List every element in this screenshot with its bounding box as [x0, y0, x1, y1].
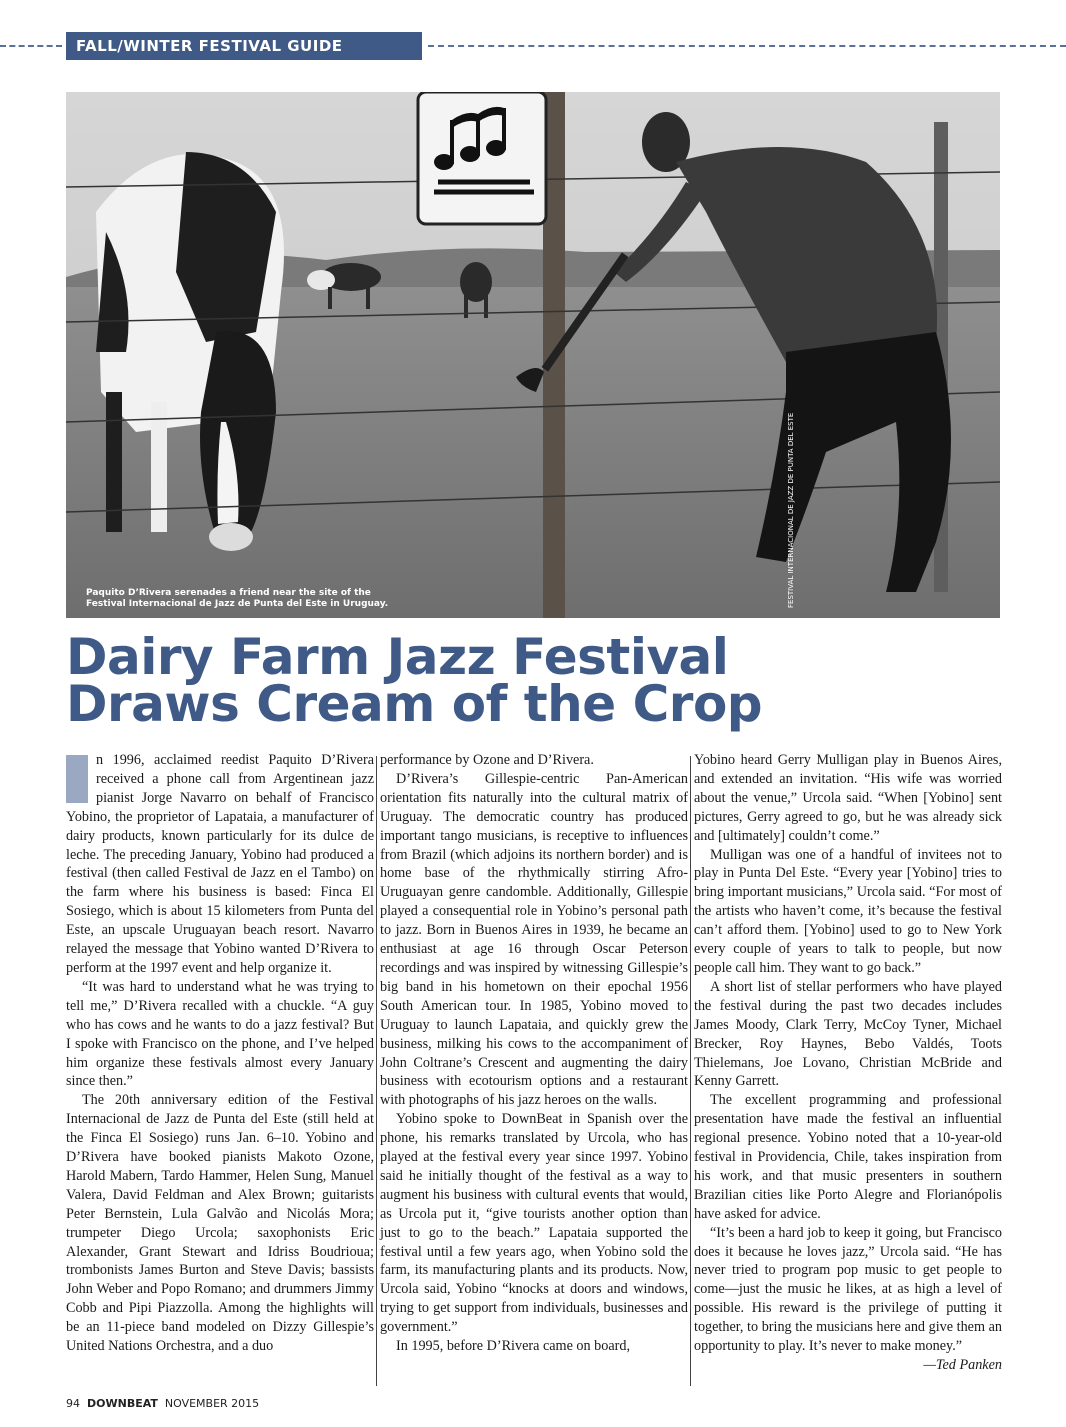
headline [66, 628, 1006, 733]
article-column-3 [694, 751, 1002, 1375]
issue-date: NOVEMBER 2015 [164, 1397, 260, 1410]
author-signature: —Ted Panken [923, 1357, 1002, 1373]
headline-line-2: Draws Cream of the Crop [66, 675, 763, 733]
magazine-name: DOWNBEAT [87, 1397, 158, 1410]
paragraph: In 1995, before D’Rivera came on board, [396, 1338, 631, 1355]
section-tag: FALL/WINTER FESTIVAL GUIDE 2015–’16 [66, 32, 422, 60]
paragraph [66, 751, 374, 978]
photo-credit: FESTIVAL INTERNACIONAL DE JAZZ DE PUNTA DEL ESTE [787, 412, 795, 608]
page-number: 94 [66, 1397, 80, 1410]
caption-line-1: Paquito D’Rivera serenades a friend near the site of the [86, 588, 371, 598]
paragraph-text: “It’s been a hard job to keep it going, but Francisco does it because he loves jazz,” Urcola said. “He has never tried to program pop music to get people to come—just the music he likes, at as high a level of possible. His reward is the privilege of putting it together, to bring the musicians here and give them an opportunity to play. It’s never to make money.” [694, 1224, 1002, 1355]
column-rule-2 [690, 756, 691, 1386]
feature-photo [66, 92, 1000, 618]
paragraph: D’Rivera’s Gillespie-centric Pan-American orientation fits naturally into the cultural matrix of Uruguay. The democratic country has produced important tango musicians, is receptive to influences from Brazil (which adjoins its northern border) and is home base of the rhythmically stirring Afro-Uruguayan genre candomble. Additionally, Gillespie played a consequential role in Yobino’s personal path to jazz. Born in Buenos Aires in 1939, he became an enthusiast at age 16 through Oscar Peterson recordings and was inspired by witnessing Gillespie’s big band in his hometown on their epochal 1956 South American tour. In 1985, Yobino moved to Uruguay to launch Lapataia, and quickly grew the business, milking his cows to the accompaniment of John Coltrane’s Crescent and augmenting the dairy business with ecotourism options and a restaurant with photographs of his jazz heroes on the walls. [380, 770, 688, 1109]
article-column-2 [380, 751, 688, 1356]
paragraph: A short list of stellar performers who have played the festival during the past two decades includes James Moody, Clark Terry, McCoy Tyner, Michael Brecker, Roy Haynes, Bebo Valdés, Toots Thielemans, Joe Lovano, Christian McBride and Kenny Garrett. [694, 978, 1002, 1090]
caption-line-2: Festival Internacional de Jazz de Punta del Este in Uruguay. [86, 599, 389, 609]
music-note-sign [418, 92, 546, 224]
paragraph: Yobino heard Gerry Mulligan play in Buenos Aires, and extended an invitation. “His wife was worried about the venue,” Urcola said. “When [Yobino] sent pictures, Gerry agreed to go, but he was already sick and [ultimately] couldn’t come.” [694, 752, 1002, 844]
paragraph [694, 1224, 1002, 1373]
paragraph: performance by Ozone and D’Rivera. [380, 752, 594, 768]
paragraph-text: n 1996, acclaimed reedist Paquito D’Rivera received a phone call from Argentinean jazz pianist Jorge Navarro on behalf of Francisco Yobino, the proprietor of Lapataia, a manufacturer of dairy products, known particularly for its dulce de leche. The preceding January, Yobino had produced a festival (then called Festival de Jazz en el Tambo) on the farm where his business is based: Finca El Sosiego, which is about 15 kilometers from Punta del Este, an upscale Uruguayan beach resort. Navarro relayed the message that Yobino wanted D’Rivera to perform at the 1997 event and help organize it. [66, 752, 374, 976]
page-footer [66, 1397, 259, 1410]
paragraph: The excellent programming and professional presentation have made the festival an influential regional presence. Yobino noted that a 10-year-old festival in Providencia, Chile, takes inspiration from his work, and that music presenters in southern Brazilian cities like Porto Alegre and Florianópolis have asked for advice. [694, 1092, 1002, 1222]
drop-cap-block [66, 755, 88, 803]
paragraph: Mulligan was one of a handful of invitees not to play in Punta Del Este. “Every year [Yobino] tries to bring important musicians,” Urcola said. “For most of the artists who haven’t come, it’s because the festival can’t afford them. [Yobino] used to go to New York every couple of years to talk to people, but now people call him. They want to go back.” [694, 846, 1002, 976]
photo-illustration [66, 92, 1000, 618]
article-column-1 [66, 751, 374, 1356]
column-rule-1 [376, 756, 377, 1386]
headline-line-1: Dairy Farm Jazz Festival [66, 628, 729, 686]
paragraph: Yobino spoke to DownBeat in Spanish over the phone, his remarks translated by Urcola, who has played at the festival every year since 1997. Yobino said he initially thought of the festival as a way to augment his business with cultural events that would, as Urcola put it, “give tourists another option than just to go to the beach.” Lapataia supported the festival until a few years ago, when Yobino sold the farm, its manufacturing plants and its products. Now, Urcola said, Yobino “knocks at doors and windows, trying to get support from individuals, businesses and government.” [380, 1111, 688, 1336]
header-dash-left [0, 45, 62, 47]
paragraph: The 20th anniversary edition of the Festival Internacional de Jazz de Punta del Este (still held at the Finca El Sosiego) runs Jan. 6–10. Yobino and D’Rivera have booked pianists Makoto Ozone, Harold Mabern, Tardo Hammer, Helen Sung, Manuel Valera, David Feldman and Alex Brown; guitarists Peter Bernstein, Lula Galvão and Nicolás Mora; trumpeter Diego Urcola; saxophonists Eric Alexander, Grant Stewart and Idriss Boudrioua; trombonists James Burton and Steve Davis; bassists John Weber and Popo Romano; and drummers Jimmy Cobb and Pipi Piazzolla. Among the highlights will be an 11-piece band modeled on Dizzy Gillespie’s United Nations Orchestra, and a duo [66, 1092, 374, 1355]
photo-caption [86, 588, 406, 610]
paragraph: “It was hard to understand what he was trying to tell me,” D’Rivera recalled with a chuckle. “A guy who has cows and he wants to do a jazz festival? But I spoke with Francisco on the phone, and I’ve helped him organize these festivals almost every January since then.” [66, 978, 374, 1090]
header-dash-right [428, 45, 1066, 47]
